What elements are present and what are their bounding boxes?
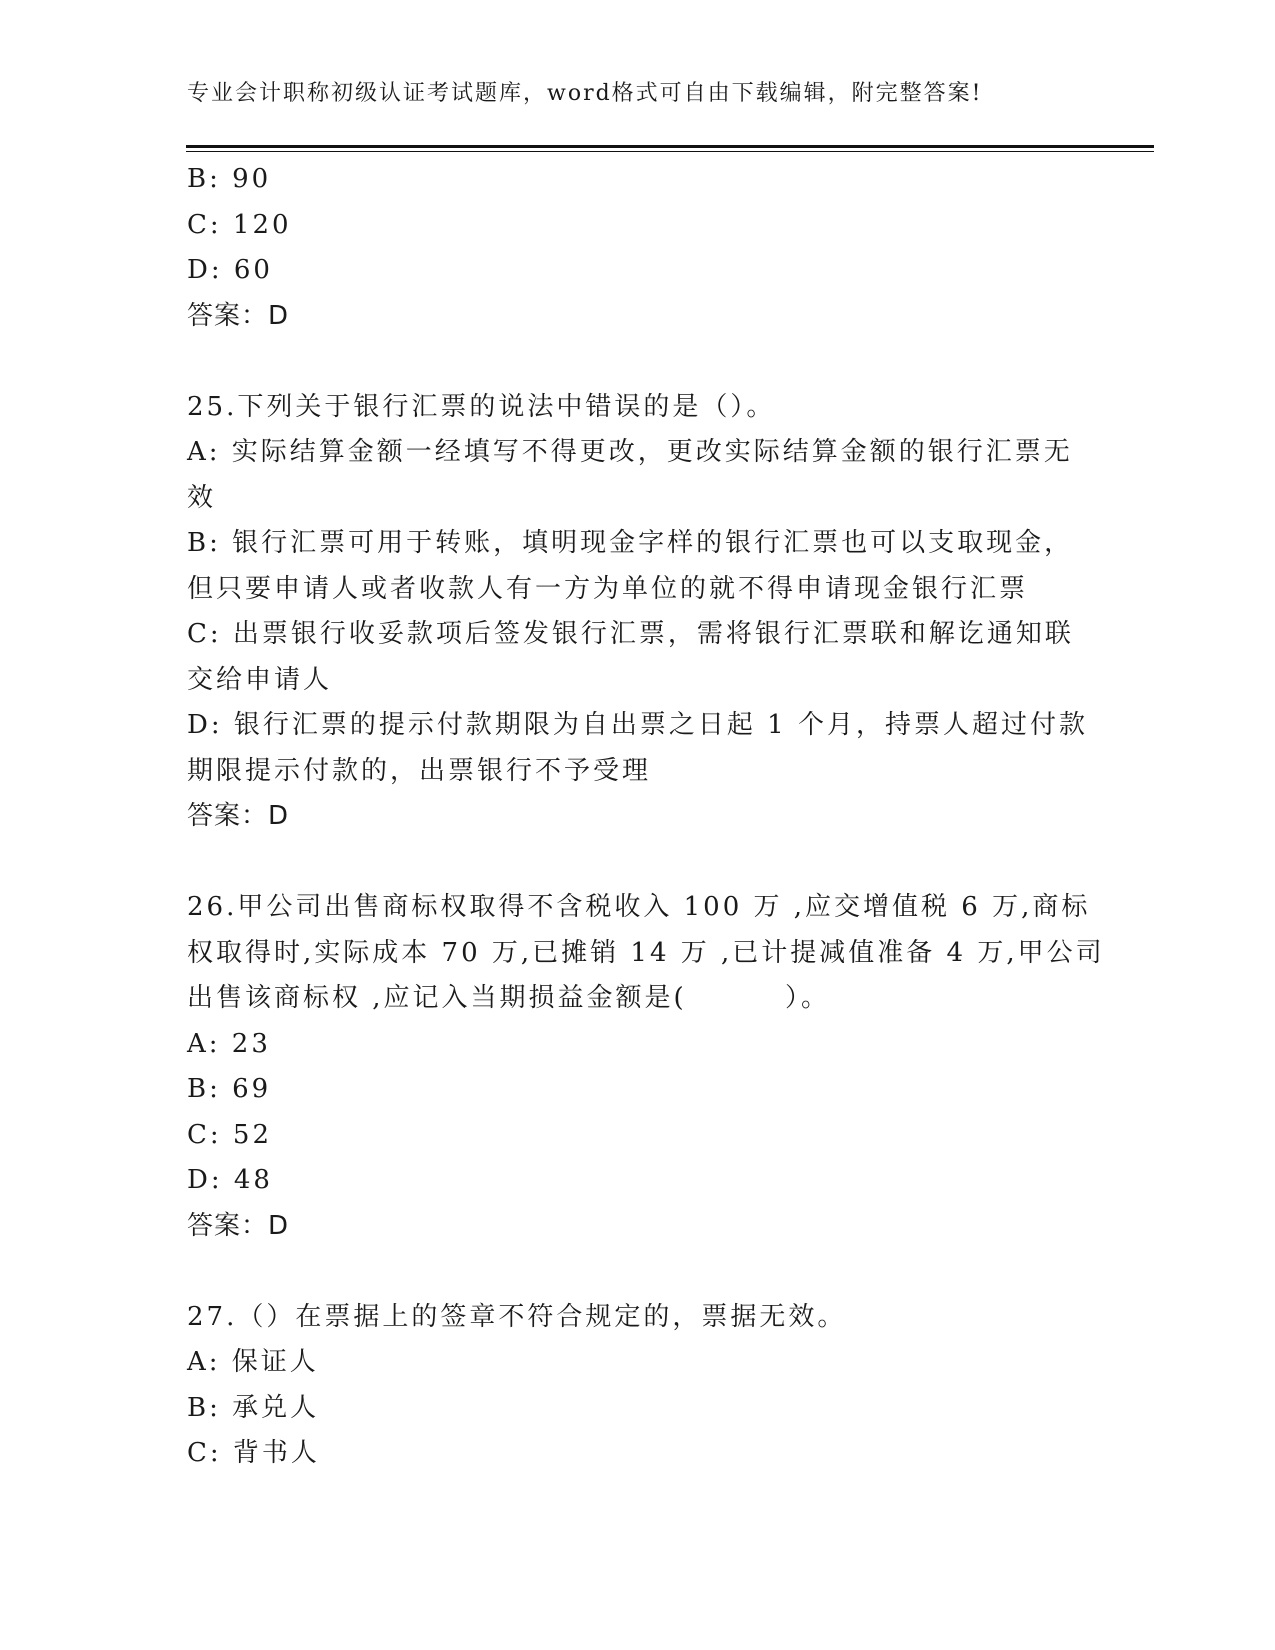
question-content — [187, 157, 1105, 1477]
question-27-option-a: A: 保证人 — [187, 1347, 319, 1377]
question-26-stem: 26.甲公司出售商标权取得不含税收入 100 万 ,应交增值税 6 万,商标 — [187, 892, 1091, 922]
question-27-stem: 27.（）在票据上的签章不符合规定的，票据无效。 — [187, 1301, 847, 1332]
question-25-stem: 25.下列关于银行汇票的说法中错误的是（）。 — [187, 391, 776, 422]
question-27-option-b: B: 承兑人 — [187, 1392, 320, 1423]
question-25-line: 但只要申请人或者收款人有一方为单位的就不得申请现金银行汇票 — [187, 573, 1029, 604]
page-header: 专业会计职称初级认证考试题库，word格式可自由下载编辑，附完整答案! — [187, 81, 983, 106]
question-27-option-c: C: 背书人 — [187, 1438, 320, 1468]
option-c: C: 120 — [187, 209, 292, 240]
question-26-option-d: D: 48 — [187, 1165, 273, 1195]
question-25-line: D: 银行汇票的提示付款期限为自出票之日起 1 个月，持票人超过付款 — [187, 710, 1088, 740]
question-26-option-c: C: 52 — [187, 1119, 273, 1150]
answer-24: 答案：D — [187, 300, 290, 331]
question-26-stem: 出售该商标权 ,应记入当期损益金额是( ）。 — [187, 983, 830, 1013]
answer-26: 答案：D — [187, 1210, 290, 1241]
question-25-line: 交给申请人 — [187, 664, 333, 695]
question-26-option-a: A: 23 — [187, 1028, 271, 1059]
question-26-stem: 权取得时,实际成本 70 万,已摊销 14 万 ,已计提减值准备 4 万,甲公司 — [187, 937, 1105, 968]
option-d: D: 60 — [187, 255, 273, 285]
question-25-line: 期限提示付款的，出票银行不予受理 — [187, 755, 652, 786]
option-b: B: 90 — [187, 164, 272, 194]
question-26-option-b: B: 69 — [187, 1074, 272, 1104]
question-25-line: B: 银行汇票可用于转账，填明现金字样的银行汇票也可以支取现金， — [187, 528, 1074, 558]
question-25-line: C: 出票银行收妥款项后签发银行汇票，需将银行汇票联和解讫通知联 — [187, 619, 1074, 649]
question-25-line: 效 — [187, 482, 217, 513]
header-rule-thick — [186, 145, 1154, 148]
question-25-line: A: 实际结算金额一经填写不得更改，更改实际结算金额的银行汇票无 — [187, 437, 1073, 467]
header-rule-thin — [186, 151, 1154, 152]
answer-25: 答案：D — [187, 801, 290, 831]
